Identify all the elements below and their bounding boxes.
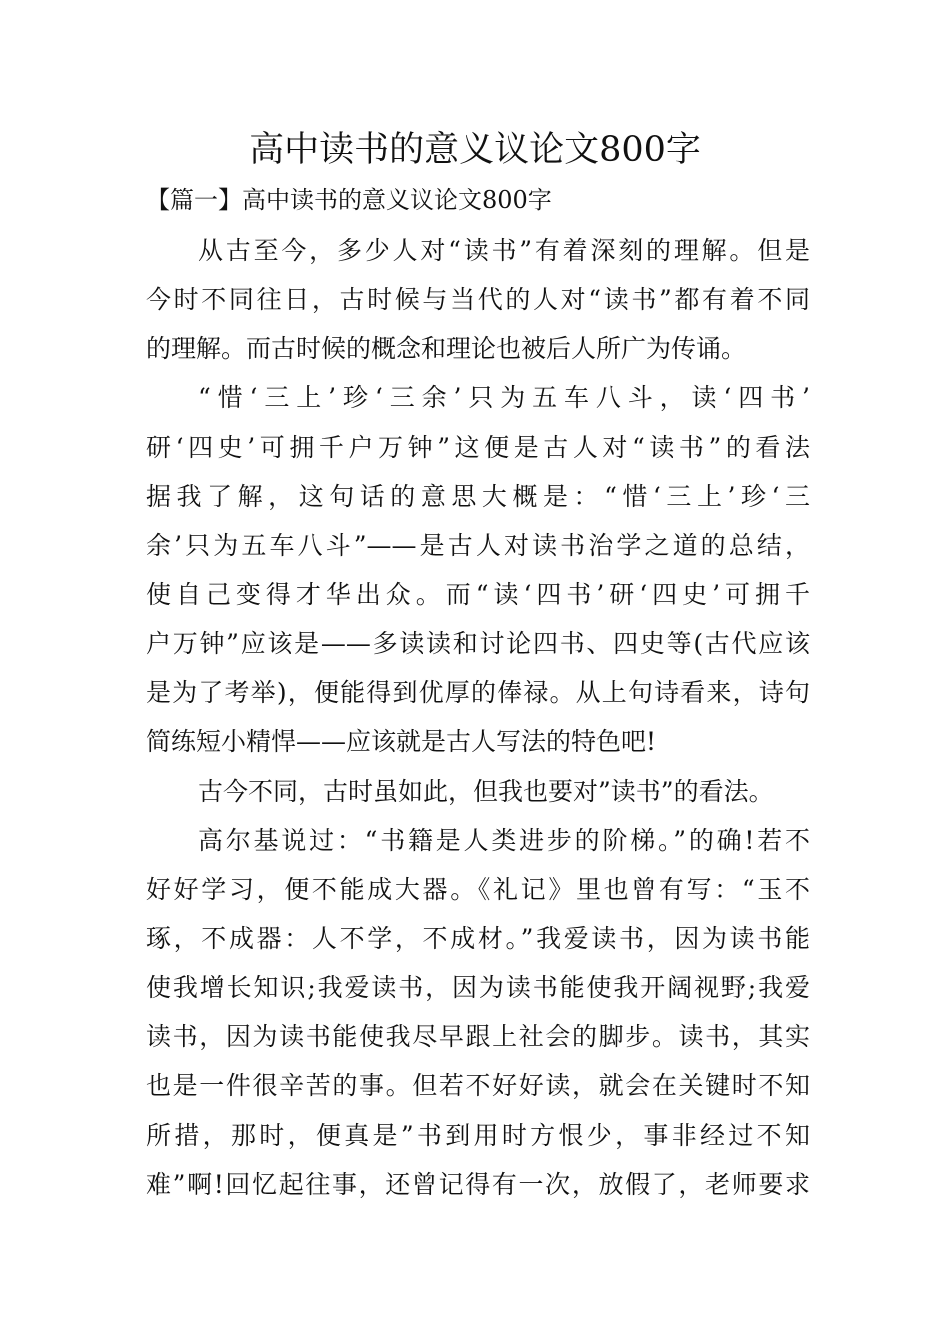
paragraph-line: 的理解。而古时候的概念和理论也被后人所广为传诵。: [146, 334, 747, 364]
paragraph-line: 据我了解，这句话的意思大概是：“惜‘三上’珍‘三: [146, 481, 810, 511]
paragraph-line: 余’只为五车八斗”——是古人对读书治学之道的总结，: [146, 530, 810, 560]
document-body: [146, 226, 810, 1209]
paragraph-line: 古今不同，古时虽如此，但我也要对”读书”的看法。: [198, 776, 774, 806]
paragraph-line: 从古至今，多少人对“读书”有着深刻的理解。但是: [198, 236, 810, 265]
paragraph-line: 琢，不成器：人不学，不成材。”我爱读书，因为读书能: [146, 923, 810, 953]
paragraph-line: 今时不同往日，古时候与当代的人对“读书”都有着不同: [146, 285, 810, 315]
section-heading: 【篇一】高中读书的意义议论文800字: [146, 186, 552, 214]
paragraph-line: 也是一件很辛苦的事。但若不好好读，就会在关键时不知: [146, 1071, 810, 1101]
paragraph-line: 好好学习，便不能成大器。《礼记》里也曾有写：“玉不: [146, 874, 810, 904]
paragraph-line: 所措，那时，便真是”书到用时方恨少，事非经过不知: [146, 1120, 810, 1150]
paragraph-line: 高尔基说过：“书籍是人类进步的阶梯。”的确!若不: [198, 825, 810, 855]
paragraph-line: 户万钟”应该是——多读读和讨论四书、四史等(古代应该: [146, 629, 810, 659]
document-title: 高中读书的意义议论文800字: [249, 130, 701, 170]
paragraph-line: 简练短小精悍——应该就是古人写法的特色吧!: [146, 727, 657, 757]
paragraph-line: 难”啊!回忆起往事，还曾记得有一次，放假了，老师要求: [146, 1169, 810, 1199]
paragraph-line: 研‘四史’可拥千户万钟”这便是古人对“读书”的看法: [146, 432, 810, 462]
paragraph-line: 读书，因为读书能使我尽早跟上社会的脚步。读书，其实: [146, 1022, 810, 1052]
paragraph-line: 使自己变得才华出众。而“读‘四书’研‘四史’可拥千: [146, 579, 810, 609]
paragraph-line: “惜‘三上’珍‘三余’只为五车八斗，读‘四书’: [198, 383, 810, 413]
paragraph-line: 使我增长知识;我爱读书，因为读书能使我开阔视野;我爱: [146, 973, 810, 1003]
paragraph-line: 是为了考举)，便能得到优厚的俸禄。从上句诗看来，诗句: [146, 678, 810, 708]
